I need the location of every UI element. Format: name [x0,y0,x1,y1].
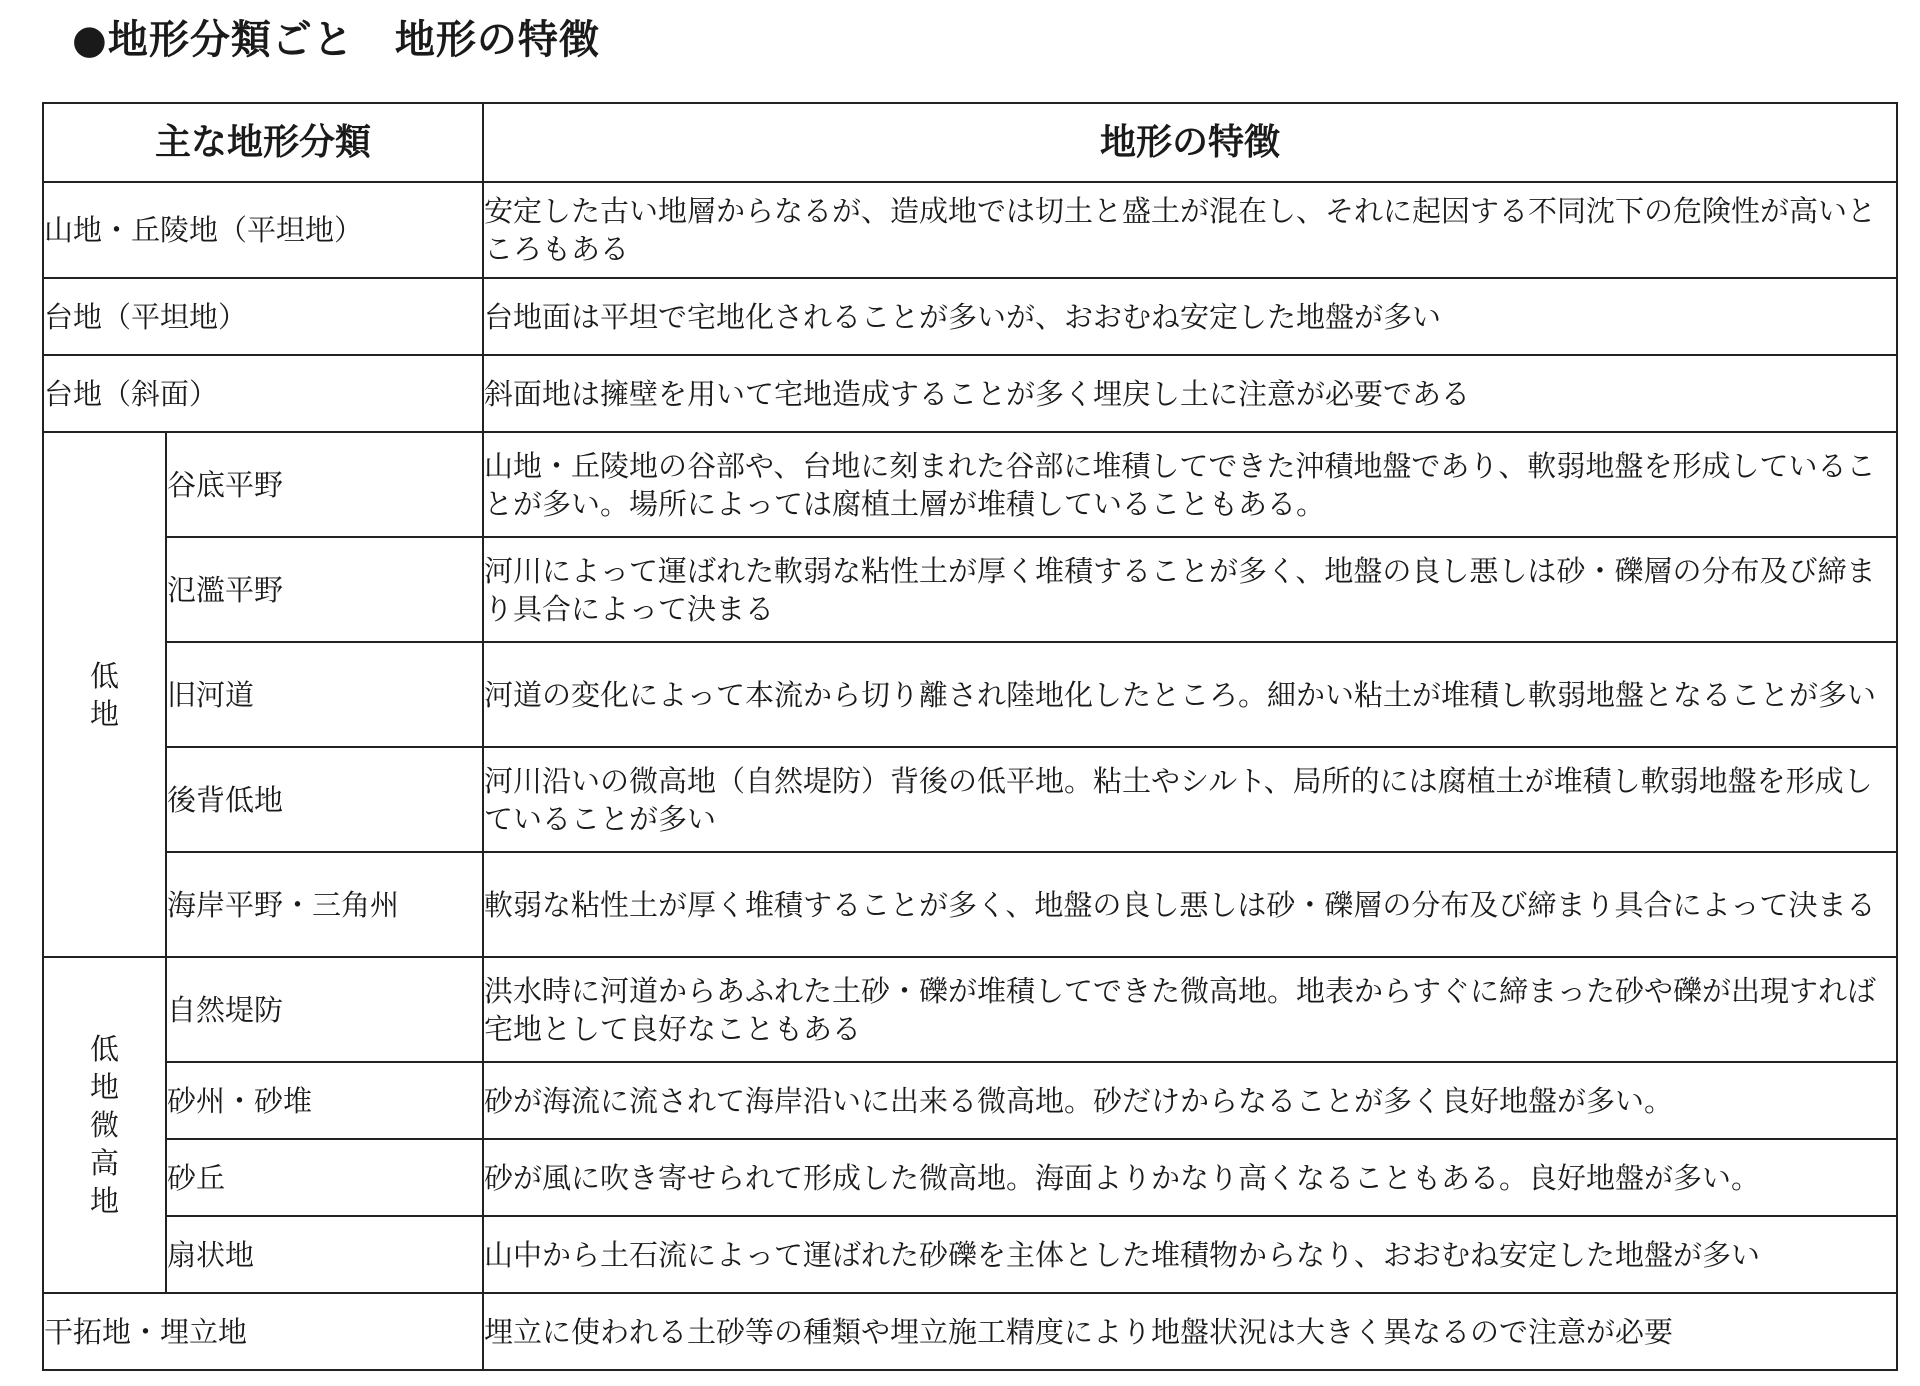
row-feature: 砂が海流に流されて海岸沿いに出来る微高地。砂だけからなることが多く良好地盤が多い。 [483,1062,1897,1139]
table-row [43,278,1897,355]
row-category: 扇状地 [166,1216,483,1293]
row-feature: 台地面は平坦で宅地化されることが多いが、おおむね安定した地盤が多い [483,278,1897,355]
header-category: 主な地形分類 [43,103,483,182]
table-header-row [43,103,1897,182]
row-feature: 河川沿いの微高地（自然堤防）背後の低平地。粘土やシルト、局所的には腐植土が堆積し軟弱地盤を形成していることが多い [483,747,1897,852]
row-category: 台地（平坦地） [43,278,483,355]
row-category: 山地・丘陵地（平坦地） [43,182,483,278]
table-row [43,1216,1897,1293]
table-row [43,642,1897,747]
row-category: 砂丘 [166,1139,483,1216]
row-feature: 山地・丘陵地の谷部や、台地に刻まれた谷部に堆積してできた沖積地盤であり、軟弱地盤を形成していることが多い。場所によっては腐植土層が堆積していることもある。 [483,432,1897,537]
row-category: 自然堤防 [166,957,483,1062]
row-feature: 斜面地は擁壁を用いて宅地造成することが多く埋戻し土に注意が必要である [483,355,1897,432]
row-feature: 安定した古い地層からなるが、造成地では切土と盛土が混在し、それに起因する不同沈下の危険性が高いところもある [483,182,1897,278]
table-row [43,355,1897,432]
row-feature: 山中から土石流によって運ばれた砂礫を主体とした堆積物からなり、おおむね安定した地盤が多い [483,1216,1897,1293]
table-row [43,957,1897,1062]
row-category: 台地（斜面） [43,355,483,432]
row-feature: 洪水時に河道からあふれた土砂・礫が堆積してできた微高地。地表からすぐに締まった砂や礫が出現すれば宅地として良好なこともある [483,957,1897,1062]
page-title: ●地形分類ごと 地形の特徴 [72,17,600,63]
row-feature: 河川によって運ばれた軟弱な粘性土が厚く堆積することが多く、地盤の良し悪しは砂・礫層の分布及び締まり具合によって決まる [483,537,1897,642]
table-row [43,432,1897,537]
terrain-classification-table [42,102,1898,1371]
row-feature: 埋立に使われる土砂等の種類や埋立施工精度により地盤状況は大きく異なるので注意が必要 [483,1293,1897,1370]
table-row [43,1293,1897,1370]
row-category: 氾濫平野 [166,537,483,642]
group-label-lowland-microhighland: 低地微高地 [43,957,166,1293]
header-feature: 地形の特徴 [483,103,1897,182]
row-category: 干拓地・埋立地 [43,1293,483,1370]
table-row [43,852,1897,957]
row-category: 砂州・砂堆 [166,1062,483,1139]
row-category: 海岸平野・三角州 [166,852,483,957]
row-category: 旧河道 [166,642,483,747]
table-row [43,1062,1897,1139]
row-category: 谷底平野 [166,432,483,537]
table-row [43,747,1897,852]
row-feature: 河道の変化によって本流から切り離され陸地化したところ。細かい粘土が堆積し軟弱地盤となることが多い [483,642,1897,747]
row-feature: 軟弱な粘性土が厚く堆積することが多く、地盤の良し悪しは砂・礫層の分布及び締まり具合によって決まる [483,852,1897,957]
table-row [43,1139,1897,1216]
row-category: 後背低地 [166,747,483,852]
table-row [43,537,1897,642]
group-label-lowland: 低地 [43,432,166,957]
table-row [43,182,1897,278]
row-feature: 砂が風に吹き寄せられて形成した微高地。海面よりかなり高くなることもある。良好地盤が多い。 [483,1139,1897,1216]
